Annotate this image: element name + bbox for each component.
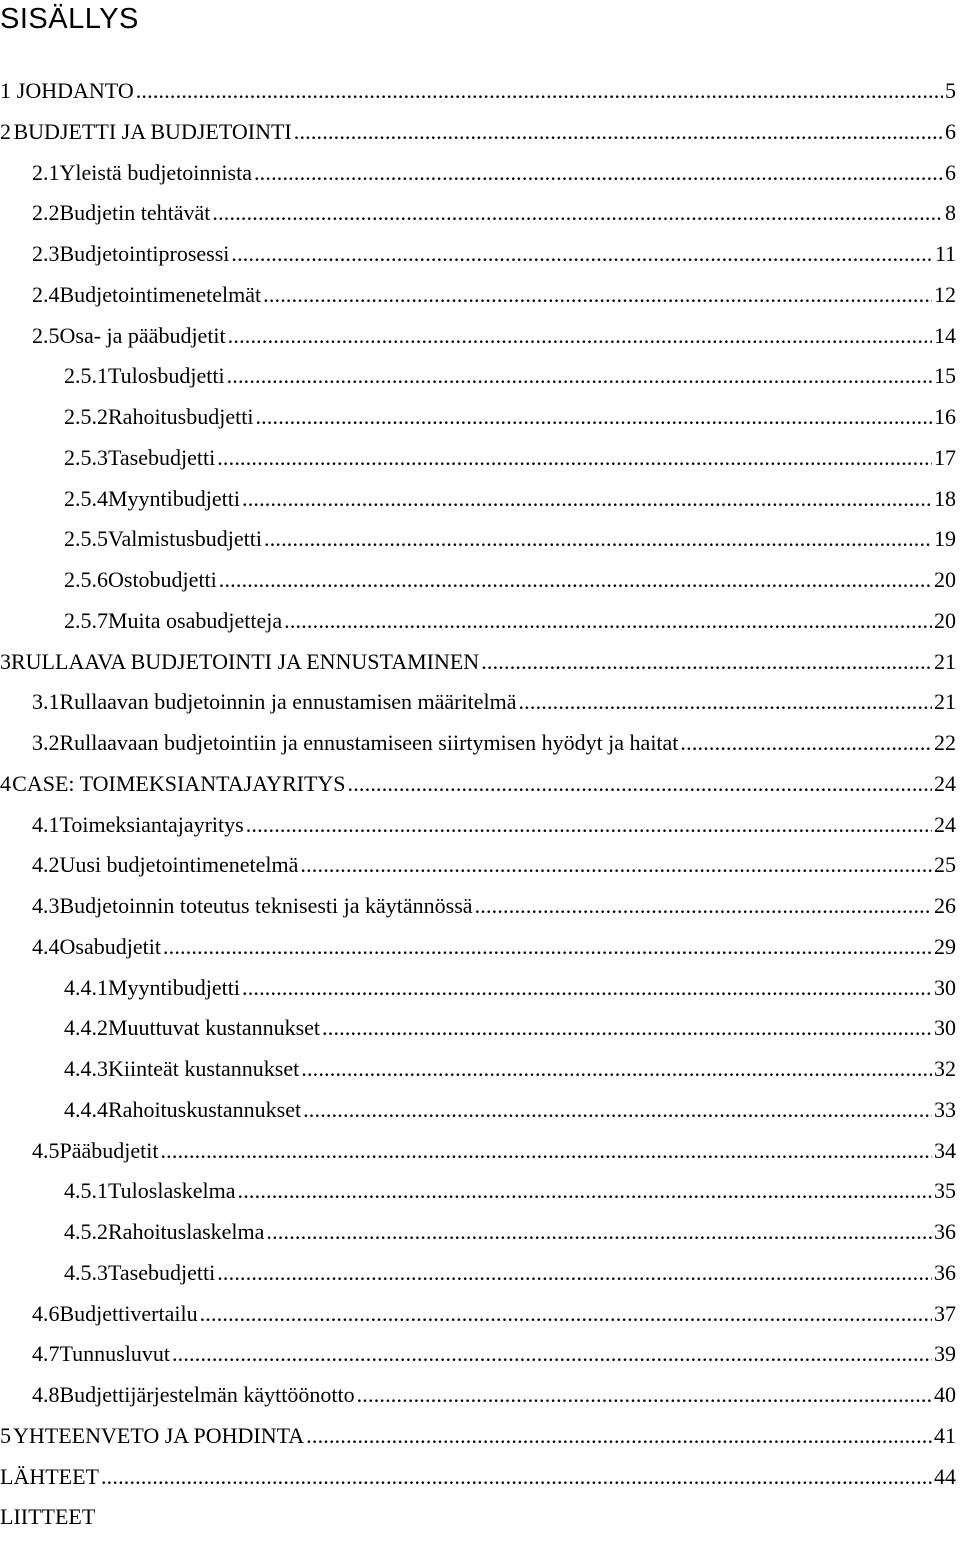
toc-entry-title: RULLAAVA BUDJETOINTI JA ENNUSTAMINEN: [11, 649, 480, 674]
toc-entry-page: 41: [934, 1423, 956, 1448]
toc-entry-number: 4.4: [32, 934, 60, 959]
toc-dot-leader: [348, 769, 932, 799]
toc-entry-page: 24: [934, 812, 956, 837]
toc-entry-page: 6: [945, 119, 956, 144]
toc-entry-number: 2.5.4: [64, 486, 108, 511]
toc-dot-leader: [101, 1462, 932, 1492]
toc-entry-title: CASE: TOIMEKSIANTAJAYRITYS: [12, 771, 346, 796]
toc-dot-leader: [254, 158, 943, 188]
toc-entry-page: 24: [934, 771, 956, 796]
toc-entry[interactable]: [0, 1013, 956, 1043]
toc-entry-title: Muita osabudjetteja: [108, 608, 283, 633]
toc-entry-number: 2: [0, 119, 11, 144]
toc-entry-page: 39: [934, 1341, 956, 1366]
toc-entry[interactable]: [0, 1502, 956, 1532]
toc-entry[interactable]: [0, 1176, 956, 1206]
toc-entry-page: 36: [934, 1219, 956, 1244]
toc-entry-page: 44: [934, 1464, 956, 1489]
toc-entry-title: Rullaavaan budjetointiin ja ennustamiseen siirtymisen hyödyt ja haitat: [59, 730, 679, 755]
toc-entry[interactable]: [0, 647, 956, 677]
toc-dot-leader: [266, 1217, 932, 1247]
toc-entry[interactable]: [0, 1299, 956, 1329]
toc-dot-leader: [263, 280, 932, 310]
toc-entry-number: 1: [0, 78, 11, 103]
toc-entry-title: Yleistä budjetoinnista: [59, 160, 252, 185]
toc-entry-title: Pääbudjetit: [59, 1138, 159, 1163]
toc-entry-number: 2.5.3: [64, 445, 108, 470]
toc-entry-page: 6: [945, 160, 956, 185]
toc-entry-title: Tulosbudjetti: [108, 363, 225, 388]
toc-entry-number: 2.5.6: [64, 567, 108, 592]
toc-dot-leader: [238, 1176, 932, 1206]
toc-entry-title: LÄHTEET: [0, 1464, 99, 1489]
toc-entry[interactable]: [0, 239, 956, 269]
toc-entry[interactable]: [0, 810, 956, 840]
toc-entry[interactable]: [0, 198, 956, 228]
toc-entry-page: 30: [934, 975, 956, 1000]
toc-entry-page: 16: [934, 404, 956, 429]
toc-entry-page: 34: [934, 1138, 956, 1163]
toc-dot-leader: [300, 850, 932, 880]
toc-entry-page: 22: [934, 730, 956, 755]
toc-dot-leader: [228, 321, 932, 351]
toc-dot-leader: [303, 1095, 932, 1125]
toc-entry-number: 2.4: [32, 282, 60, 307]
toc-entry-title: Budjettivertailu: [59, 1301, 198, 1326]
toc-entry-title: Valmistusbudjetti: [108, 526, 262, 551]
toc-dot-leader: [160, 1136, 932, 1166]
toc-entry-number: 2.3: [32, 241, 60, 266]
toc-entry[interactable]: [0, 524, 956, 554]
toc-entry-page: 35: [934, 1178, 956, 1203]
toc-entry-number: 3.2: [32, 730, 60, 755]
toc-entry-number: 4.4.3: [64, 1056, 108, 1081]
toc-entry-page: 8: [945, 200, 956, 225]
toc-entry-title: Muuttuvat kustannukset: [108, 1015, 321, 1040]
toc-dot-leader: [284, 606, 932, 636]
toc-entry-page: 33: [934, 1097, 956, 1122]
toc-entry-title: Myyntibudjetti: [108, 975, 240, 1000]
toc-entry-title: Kiinteät kustannukset: [108, 1056, 300, 1081]
toc-dot-leader: [219, 565, 932, 595]
toc-entry-title: Budjetointiprosessi: [59, 241, 230, 266]
toc-entry-title: Tasebudjetti: [108, 1260, 216, 1285]
toc-entry-number: 5: [0, 1423, 11, 1448]
toc-entry-number: 4.1: [32, 812, 60, 837]
toc-entry[interactable]: [0, 76, 956, 106]
toc-entry[interactable]: [0, 1421, 956, 1451]
toc-dot-leader: [680, 728, 932, 758]
toc-entry-title: Rullaavan budjetoinnin ja ennustamisen määritelmä: [59, 689, 517, 714]
toc-entry[interactable]: [0, 1217, 956, 1247]
toc-dot-leader: [306, 1421, 932, 1451]
toc-entry-title: Osa- ja pääbudjetit: [59, 323, 226, 348]
toc-entry-number: 3.1: [32, 689, 60, 714]
toc-entry[interactable]: [0, 932, 956, 962]
toc-entry[interactable]: [0, 280, 956, 310]
toc-entry-number: 4.8: [32, 1382, 60, 1407]
toc-dot-leader: [200, 1299, 932, 1329]
toc-entry-number: 4.5.1: [64, 1178, 108, 1203]
toc-dot-leader: [242, 973, 932, 1003]
toc-entry-page: 40: [934, 1382, 956, 1407]
toc-entry-number: 2.1: [32, 160, 60, 185]
toc-entry-number: 4.2: [32, 852, 60, 877]
toc-dot-leader: [227, 361, 932, 391]
toc-dot-leader: [246, 810, 932, 840]
toc-entry-title: Myyntibudjetti: [108, 486, 240, 511]
toc-entry-number: 4.4.1: [64, 975, 108, 1000]
toc-dot-leader: [475, 891, 932, 921]
toc-entry-page: 32: [934, 1056, 956, 1081]
toc-dot-leader: [322, 1013, 932, 1043]
toc-entry-number: 2.2: [32, 200, 60, 225]
toc-dot-leader: [301, 1054, 932, 1084]
toc-entry-number: 4.6: [32, 1301, 60, 1326]
toc-dot-leader: [136, 76, 943, 106]
toc-entry-title: Toimeksiantajayritys: [59, 812, 244, 837]
toc-dot-leader: [231, 239, 932, 269]
toc-entry-page: 17: [934, 445, 956, 470]
toc-entry[interactable]: [0, 117, 956, 147]
toc-entry-number: 2.5: [32, 323, 60, 348]
toc-entry-title: Rahoituskustannukset: [108, 1097, 302, 1122]
toc-dot-leader: [481, 647, 932, 677]
toc-entry[interactable]: [0, 1095, 956, 1125]
toc-entry-title: Osabudjetit: [59, 934, 161, 959]
toc-entry-page: 26: [934, 893, 956, 918]
toc-entry[interactable]: [0, 1462, 956, 1492]
toc-entry-number: 4.3: [32, 893, 60, 918]
toc-entry-title: Rahoitusbudjetti: [108, 404, 254, 429]
toc-entry-number: 4.5.2: [64, 1219, 108, 1244]
toc-entry[interactable]: [0, 973, 956, 1003]
toc-dot-leader: [172, 1339, 932, 1369]
toc-entry-title: Ostobudjetti: [108, 567, 217, 592]
toc-dot-leader: [518, 687, 932, 717]
toc-entry-number: 2.5.1: [64, 363, 108, 388]
toc-entry-page: 5: [945, 78, 956, 103]
toc-dot-leader: [255, 402, 932, 432]
toc-entry[interactable]: [0, 1380, 956, 1410]
toc-entry[interactable]: [0, 1136, 956, 1166]
toc-dot-leader: [217, 443, 932, 473]
toc-entry-number: 4.4.2: [64, 1015, 108, 1040]
toc-entry[interactable]: [0, 1054, 956, 1084]
toc-entry-title: Uusi budjetointimenetelmä: [59, 852, 299, 877]
toc-entry-page: 12: [934, 282, 956, 307]
toc-entry-number: 4: [0, 771, 11, 796]
toc-entry-title: LIITTEET: [0, 1504, 96, 1529]
toc-entry-title: Tasebudjetti: [108, 445, 216, 470]
toc-entry[interactable]: [0, 891, 956, 921]
toc-entry-title: YHTEENVETO JA POHDINTA: [13, 1423, 305, 1448]
toc-entry[interactable]: [0, 850, 956, 880]
toc-entry-page: 21: [934, 649, 956, 674]
toc-entry-number: 2.5.2: [64, 404, 108, 429]
toc-entry-title: Budjetointimenetelmät: [59, 282, 262, 307]
toc-entry[interactable]: [0, 1339, 956, 1369]
toc-entry-page: 14: [934, 323, 956, 348]
page-title: SISÄLLYS: [0, 3, 139, 35]
toc-entry-page: 11: [934, 241, 956, 266]
toc-entry-number: 4.4.4: [64, 1097, 108, 1122]
toc-entry-page: 15: [934, 363, 956, 388]
toc-entry-page: 20: [934, 567, 956, 592]
toc-entry[interactable]: [0, 687, 956, 717]
toc-entry[interactable]: [0, 158, 956, 188]
toc-entry-title: BUDJETTI JA BUDJETOINTI: [13, 119, 292, 144]
toc-entry-page: 29: [934, 934, 956, 959]
toc-dot-leader: [212, 198, 943, 228]
toc-entry-number: 4.7: [32, 1341, 60, 1366]
toc-entry[interactable]: [0, 1258, 956, 1288]
toc-entry-title: Tunnusluvut: [59, 1341, 170, 1366]
toc-entry-number: 2.5.7: [64, 608, 108, 633]
toc-entry-title: Budjetoinnin toteutus teknisesti ja käytännössä: [59, 893, 473, 918]
toc-dot-leader: [242, 484, 932, 514]
toc-entry-page: 25: [934, 852, 956, 877]
toc-dot-leader: [357, 1380, 932, 1410]
toc-entry-title: Tuloslaskelma: [108, 1178, 236, 1203]
toc-entry-page: 20: [934, 608, 956, 633]
toc-entry-page: 30: [934, 1015, 956, 1040]
toc-entry-title: Budjettijärjestelmän käyttöönotto: [59, 1382, 355, 1407]
toc-dot-leader: [264, 524, 932, 554]
toc-entry[interactable]: [0, 443, 956, 473]
toc-entry-title: JOHDANTO: [16, 78, 134, 103]
toc-entry-number: 3: [0, 649, 11, 674]
toc-dot-leader: [217, 1258, 932, 1288]
toc-entry-number: 2.5.5: [64, 526, 108, 551]
toc-entry[interactable]: [0, 361, 956, 391]
toc-entry-page: 21: [934, 689, 956, 714]
toc-entry-title: Budjetin tehtävät: [59, 200, 211, 225]
toc-entry[interactable]: [0, 402, 956, 432]
toc-entry-page: 18: [934, 486, 956, 511]
toc-entry[interactable]: [0, 606, 956, 636]
toc-entry[interactable]: [0, 321, 956, 351]
toc-entry[interactable]: [0, 484, 956, 514]
toc-entry[interactable]: [0, 769, 956, 799]
toc-entry-page: 37: [934, 1301, 956, 1326]
toc-entry-page: 19: [934, 526, 956, 551]
toc-entry-number: 4.5: [32, 1138, 60, 1163]
toc-entry-page: 36: [934, 1260, 956, 1285]
toc-entry-title: Rahoituslaskelma: [108, 1219, 265, 1244]
toc-entry-number: 4.5.3: [64, 1260, 108, 1285]
toc-dot-leader: [294, 117, 943, 147]
toc-dot-leader: [163, 932, 932, 962]
toc-entry[interactable]: [0, 728, 956, 758]
toc-entry[interactable]: [0, 565, 956, 595]
